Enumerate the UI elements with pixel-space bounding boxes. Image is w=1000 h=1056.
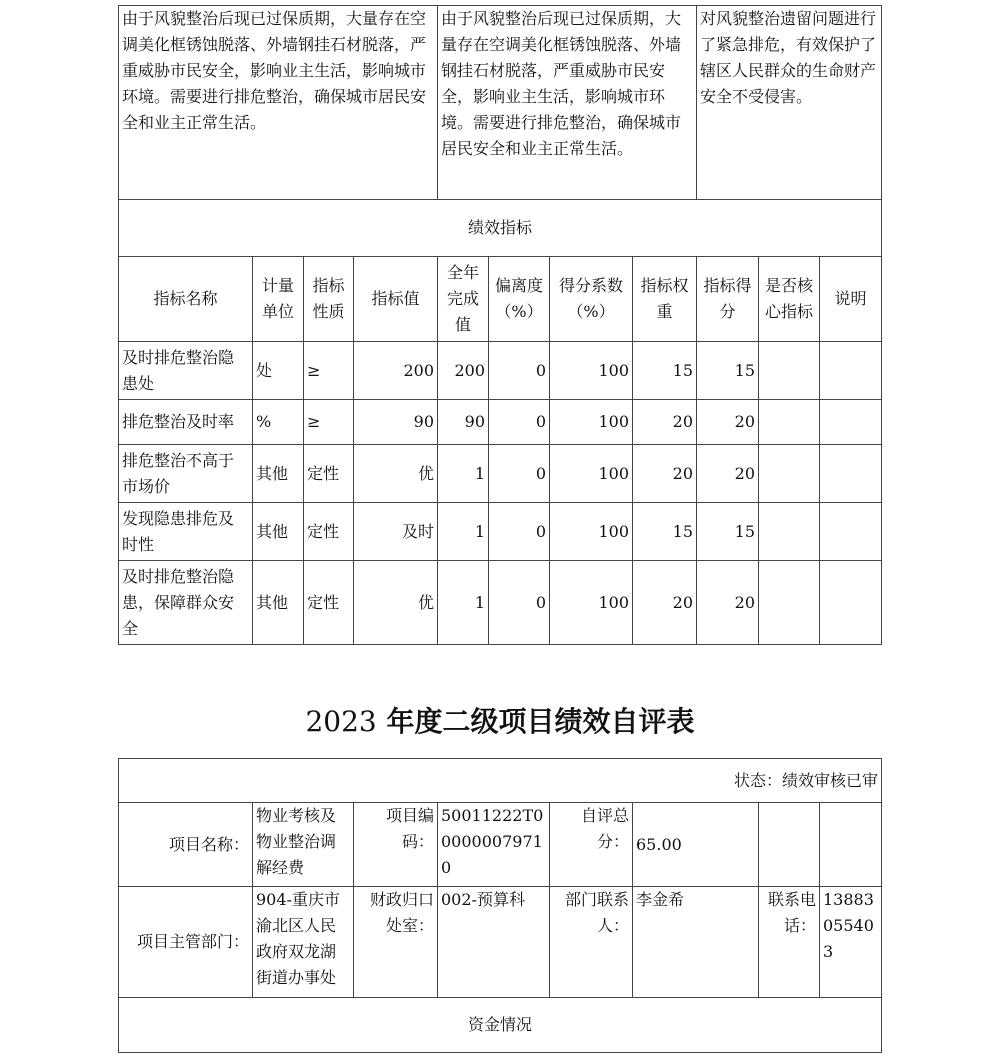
indicator-score: 20 (697, 561, 759, 645)
indicator-core (759, 400, 820, 445)
indicator-coefficient: 100 (550, 561, 633, 645)
header-core-indicator: 是否核心指标 (759, 257, 820, 342)
indicator-note (820, 342, 882, 400)
indicator-core (759, 503, 820, 561)
indicator-note (820, 400, 882, 445)
indicator-unit: 处 (253, 342, 304, 400)
header-indicator-name: 指标名称 (119, 257, 253, 342)
indicator-score: 15 (697, 342, 759, 400)
empty-cell (820, 803, 882, 887)
header-target-value: 指标值 (354, 257, 438, 342)
indicator-actual: 1 (438, 561, 489, 645)
indicator-weight: 20 (633, 561, 697, 645)
header-nature: 指标性质 (304, 257, 354, 342)
indicator-name: 及时排危整治隐患，保障群众安全 (119, 561, 253, 645)
indicator-weight: 20 (633, 445, 697, 503)
header-unit: 计量单位 (253, 257, 304, 342)
finance-office-value: 002-预算科 (438, 887, 550, 998)
indicator-nature: 定性 (304, 561, 354, 645)
description-cell-3: 对风貌整治遗留问题进行了紧急排危，有效保护了辖区人民群众的生命财产安全不受侵害。 (697, 6, 882, 200)
indicator-unit: 其他 (253, 445, 304, 503)
title-text: 年度二级项目绩效自评表 (386, 705, 695, 738)
indicator-nature: 定性 (304, 503, 354, 561)
indicator-weight: 15 (633, 342, 697, 400)
department-label: 项目主管部门： (119, 887, 253, 998)
indicator-actual: 200 (438, 342, 489, 400)
indicator-note (820, 445, 882, 503)
indicator-nature: 定性 (304, 445, 354, 503)
header-actual-value: 全年完成值 (438, 257, 489, 342)
indicator-weight: 15 (633, 503, 697, 561)
contact-person-value: 李金希 (633, 887, 759, 998)
self-score-value: 65.00 (633, 803, 759, 887)
indicator-target: 优 (354, 445, 438, 503)
indicator-target: 90 (354, 400, 438, 445)
description-cell-2: 由于风貌整治后现已过保质期，大量存在空调美化框锈蚀脱落、外墙钢挂石材脱落，严重威胁市民安全，影响业主生活，影响城市环境。需要进行排危整治，确保城市居民安全和业主正常生活。 (438, 6, 697, 200)
indicator-core (759, 561, 820, 645)
indicator-score: 20 (697, 400, 759, 445)
section-title-funds: 资金情况 (119, 998, 882, 1053)
indicator-score: 20 (697, 445, 759, 503)
header-weight: 指标权重 (633, 257, 697, 342)
indicator-deviation: 0 (489, 342, 550, 400)
indicator-score: 15 (697, 503, 759, 561)
indicator-deviation: 0 (489, 503, 550, 561)
indicator-unit: % (253, 400, 304, 445)
indicator-coefficient: 100 (550, 503, 633, 561)
indicator-name: 及时排危整治隐患处 (119, 342, 253, 400)
table-row (119, 503, 882, 561)
performance-indicator-table (118, 5, 882, 645)
indicator-note (820, 503, 882, 561)
indicator-coefficient: 100 (550, 342, 633, 400)
project-code-value: 50011222T000000079710 (438, 803, 550, 887)
page-title (0, 700, 1000, 744)
phone-value: 13883055403 (820, 887, 882, 998)
indicator-actual: 1 (438, 445, 489, 503)
phone-label: 联系电话： (759, 887, 820, 998)
header-score: 指标得分 (697, 257, 759, 342)
section-header-row (119, 200, 882, 257)
table-row (119, 342, 882, 400)
indicator-target: 及时 (354, 503, 438, 561)
funds-section-row (119, 998, 882, 1053)
indicator-core (759, 445, 820, 503)
indicator-note (820, 561, 882, 645)
indicator-deviation: 0 (489, 445, 550, 503)
header-score-coefficient: 得分系数（%） (550, 257, 633, 342)
indicator-actual: 90 (438, 400, 489, 445)
indicator-core (759, 342, 820, 400)
project-info-table (118, 758, 882, 1053)
description-cell-1: 由于风貌整治后现已过保质期，大量存在空调美化框锈蚀脱落、外墙钢挂石材脱落，严重威胁市民安全，影响业主生活，影响城市环境。需要进行排危整治，确保城市居民安全和业主正常生活。 (119, 6, 438, 200)
project-name-label: 项目名称： (119, 803, 253, 887)
indicator-header-row (119, 257, 882, 342)
indicator-name: 排危整治及时率 (119, 400, 253, 445)
finance-office-label: 财政归口处室： (354, 887, 438, 998)
indicator-unit: 其他 (253, 561, 304, 645)
indicator-coefficient: 100 (550, 400, 633, 445)
status-row (119, 759, 882, 803)
section-title-indicators: 绩效指标 (119, 200, 882, 257)
indicator-deviation: 0 (489, 561, 550, 645)
description-row (119, 6, 882, 200)
status-badge: 状态：绩效审核已审 (119, 759, 882, 803)
indicator-unit: 其他 (253, 503, 304, 561)
table-row (119, 445, 882, 503)
header-deviation: 偏离度（%） (489, 257, 550, 342)
indicator-nature: ≥ (304, 400, 354, 445)
indicator-name: 发现隐患排危及时性 (119, 503, 253, 561)
indicator-target: 优 (354, 561, 438, 645)
header-note: 说明 (820, 257, 882, 342)
contact-person-label: 部门联系人： (550, 887, 633, 998)
indicator-target: 200 (354, 342, 438, 400)
indicator-deviation: 0 (489, 400, 550, 445)
indicator-coefficient: 100 (550, 445, 633, 503)
project-name-row (119, 803, 882, 887)
table-row (119, 400, 882, 445)
indicator-name: 排危整治不高于市场价 (119, 445, 253, 503)
indicator-nature: ≥ (304, 342, 354, 400)
project-code-label: 项目编码： (354, 803, 438, 887)
project-name-value: 物业考核及物业整治调解经费 (253, 803, 354, 887)
indicator-actual: 1 (438, 503, 489, 561)
department-row (119, 887, 882, 998)
empty-cell (759, 803, 820, 887)
department-value: 904-重庆市渝北区人民政府双龙湖街道办事处 (253, 887, 354, 998)
title-year: 2023 (305, 705, 377, 738)
table-row (119, 561, 882, 645)
indicator-weight: 20 (633, 400, 697, 445)
self-score-label: 自评总分： (550, 803, 633, 887)
